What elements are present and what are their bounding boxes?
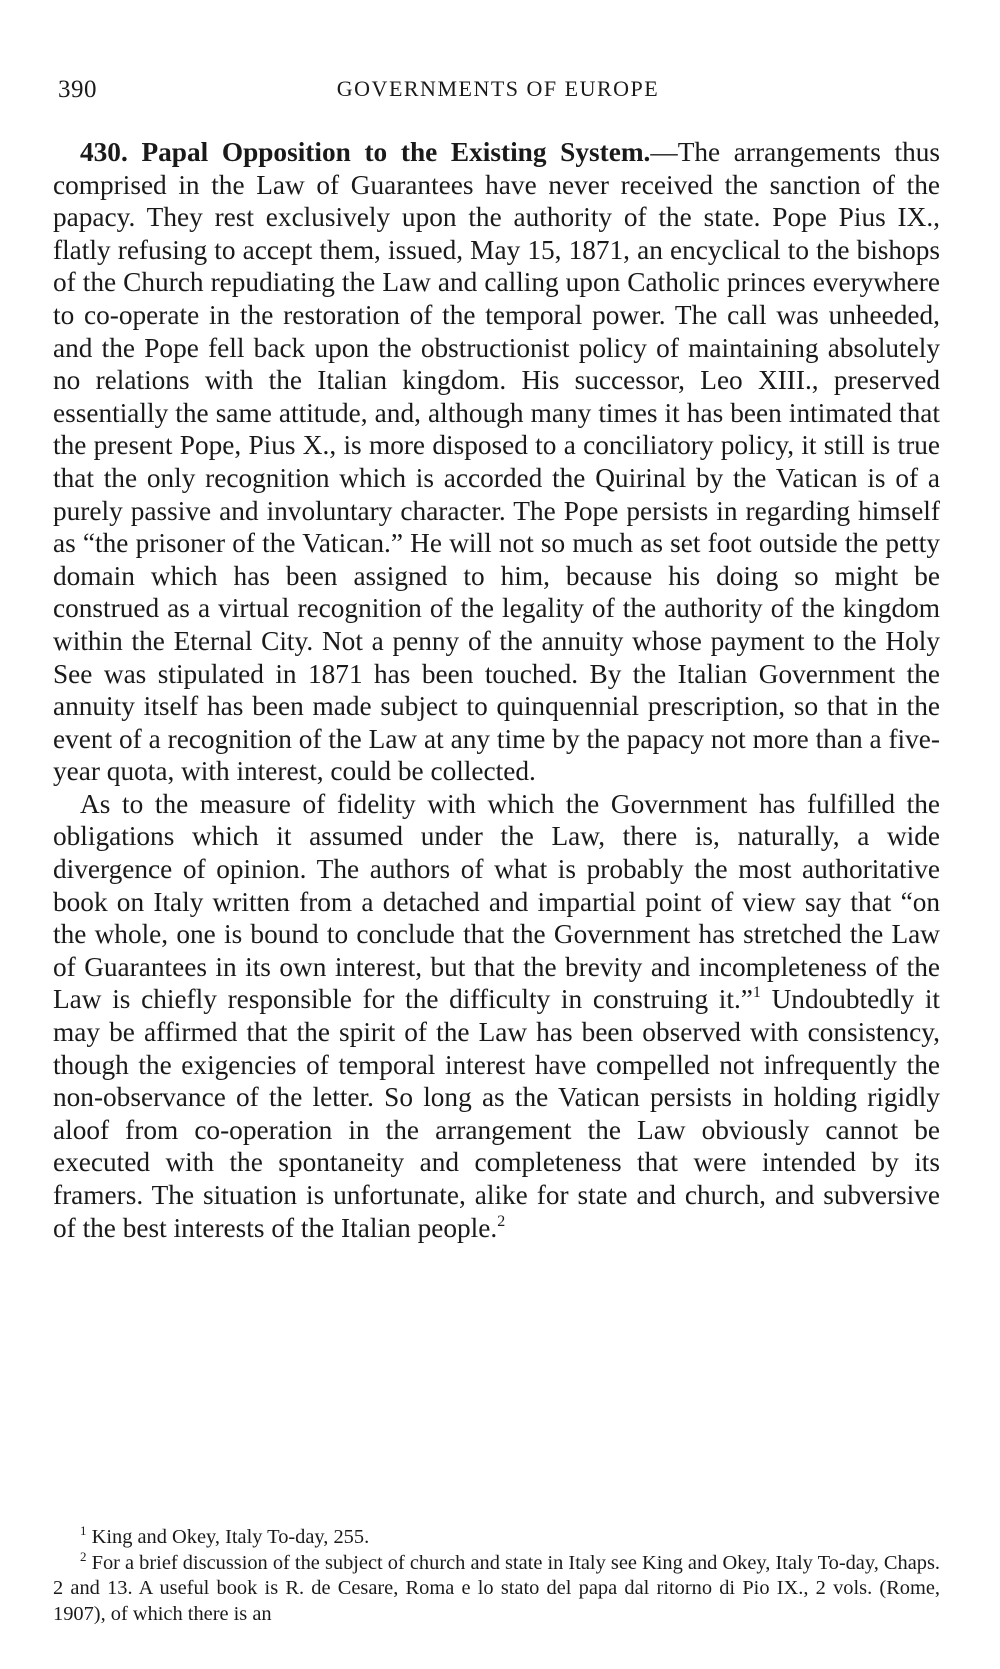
paragraph-text: —The arrangements thus comprised in the Law of Guarantees have never received the sanction of the papacy. They rest exclusively upon the authority of the state. Pope Pius IX., flatly refusing to accept them, issued, May 15, 1871, an encyclical to the bishops of the Church repudiating the Law and calling upon Catholic princes everywhere to co-operate in the restoration of the temporal power. The call was unheeded, and the Pope fell back upon the obstructionist policy of maintaining absolutely no relations with the Italian kingdom. His successor, Leo XIII., preserved essentially the same attitude, and, although many times it has been intimated that the present Pope, Pius X., is more disposed to a conciliatory policy, it still is true that the only recognition which is accorded the Quirinal by the Vatican is of a purely passive and involuntary character. The Pope persists in regarding himself as “the prisoner of the Vatican.” He will not so much as set foot outside the petty domain which has been assigned to him, because his doing so might be construed as a virtual recognition of the legality of the authority of the kingdom within the Eternal City. Not a penny of the annuity whose payment to the Holy See was stipulated in 1871 has been touched. By the Italian Government the annuity itself has been made subject to quinquennial prescription, so that in the event of a recognition of the Law at any time by the papacy not more than a five-year quota, with interest, could be collected. <box>53 137 940 787</box>
paragraph-text: As to the measure of fidelity with which the Government has fulfilled the obligations which it assumed under the Law, there is, naturally, a wide divergence of opinion. The authors of what is probably the most authoritative book on Italy written from a detached and impartial point of view say that “on the whole, one is bound to conclude that the Government has stretched the Law of Guarantees in its own interest, but that the brevity and incompleteness of the Law is chiefly responsible for the difficulty in construing it.” <box>53 788 940 1015</box>
footnote <box>53 1548 940 1628</box>
running-title: GOVERNMENTS OF EUROPE <box>336 76 660 101</box>
paragraph-text: Undoubtedly it may be affirmed that the spirit of the Law has been observed with consistency, though the exigencies of temporal interest have compelled not infrequently the non-observance of the letter. So long as the Vatican persists in holding rigidly aloof from co-operation in the arrangement the Law obviously cannot be executed with the spontaneity and completeness that were intended by its framers. The situation is unfortunate, alike for state and church, and subversive of the best interests of the Italian people. <box>53 984 940 1243</box>
body-text <box>53 136 940 1244</box>
footnote-marker: 2 <box>80 1548 87 1564</box>
footnote-text: For a brief discussion of the subject of church and state in Italy see King and Okey, Italy To-day, Chaps. 2 and 13. A useful book is R. de Cesare, Roma e lo stato del papa dal ritorno di Pio IX., 2 vols. (Rome, 1907), of which there is an <box>53 1551 940 1625</box>
footnote-marker: 1 <box>80 1523 87 1538</box>
paragraph <box>53 788 940 1244</box>
running-head <box>58 76 938 116</box>
section-heading: 430. Papal Opposition to the Existing System. <box>80 137 651 167</box>
footnote-reference[interactable]: 1 <box>752 984 761 1002</box>
footnote-reference[interactable]: 2 <box>497 1212 506 1230</box>
paragraph <box>53 136 940 788</box>
footnotes <box>53 1525 940 1627</box>
footnote <box>53 1525 940 1551</box>
footnote-text: King and Okey, Italy To-day, 255. <box>91 1526 370 1548</box>
page-number: 390 <box>58 76 97 103</box>
